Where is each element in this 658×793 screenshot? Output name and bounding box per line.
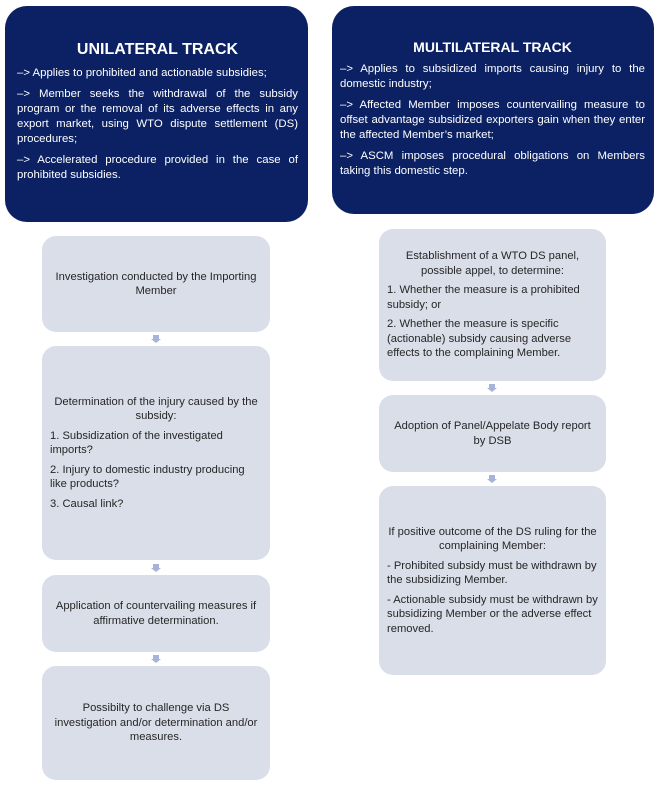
unilateral-step-determination — [42, 346, 270, 560]
unilateral-step-countervailing — [42, 575, 270, 652]
step-text: Application of countervailing measures if affirmative determination. — [55, 600, 257, 627]
step-text: If positive outcome of the DS ruling for the complaining Member: — [388, 525, 597, 553]
unilateral-track-header — [5, 6, 308, 222]
down-arrow-icon — [487, 384, 497, 392]
unilateral-point: –> Applies to prohibited and actionable subsidies; — [17, 67, 267, 79]
unilateral-step-challenge — [42, 666, 270, 780]
multilateral-point: –> Affected Member imposes countervailing measure to offset advantage subsidized exporters gain when they enter the affected Member’s market; — [340, 99, 645, 141]
step-item: 1. Subsidization of the investigated imports? — [50, 429, 223, 457]
unilateral-track-title: UNILATERAL TRACK — [76, 41, 239, 58]
step-item: 3. Causal link? — [50, 497, 124, 510]
unilateral-step-investigation — [42, 236, 270, 332]
step-text: Establishment of a WTO DS panel, possible appel, to determine: — [405, 250, 580, 277]
step-text: Adoption of Panel/Appelate Body report by DSB — [394, 420, 591, 447]
step-item: - Actionable subsidy must be withdrawn by subsidizing Member or the adverse effect removed. — [387, 593, 598, 635]
multilateral-step-adoption — [379, 395, 606, 472]
step-item: 2. Injury to domestic industry producing like products? — [50, 463, 245, 491]
down-arrow-icon — [151, 564, 161, 572]
multilateral-step-panel — [379, 229, 606, 381]
down-arrow-icon — [487, 475, 497, 483]
down-arrow-icon — [151, 335, 161, 343]
down-arrow-icon — [151, 655, 161, 663]
step-item: 2. Whether the measure is specific (actionable) subsidy causing adverse effects to the complaining Member. — [387, 318, 572, 360]
multilateral-point: –> Applies to subsidized imports causing injury to the domestic industry; — [340, 63, 645, 90]
unilateral-point: –> Accelerated procedure provided in the case of prohibited subsidies. — [17, 154, 298, 181]
multilateral-step-outcome — [379, 486, 606, 675]
multilateral-track-header — [332, 6, 654, 214]
step-item: - Prohibited subsidy must be withdrawn by the subsidizing Member. — [387, 559, 597, 587]
multilateral-point: –> ASCM imposes procedural obligations on Members taking this domestic step. — [340, 150, 645, 177]
unilateral-point: –> Member seeks the withdrawal of the subsidy program or the removal of its adverse effects in any export market, using WTO dispute settlement (DS) procedures; — [17, 88, 298, 145]
step-text: Possibilty to challenge via DS investigation and/or determination and/or measures. — [54, 702, 258, 744]
step-text: Determination of the injury caused by the subsidy: — [54, 395, 258, 423]
step-item: 1. Whether the measure is a prohibited subsidy; or — [387, 284, 580, 311]
multilateral-track-title: MULTILATERAL TRACK — [413, 39, 572, 55]
step-text: Investigation conducted by the Importing Member — [55, 270, 257, 297]
